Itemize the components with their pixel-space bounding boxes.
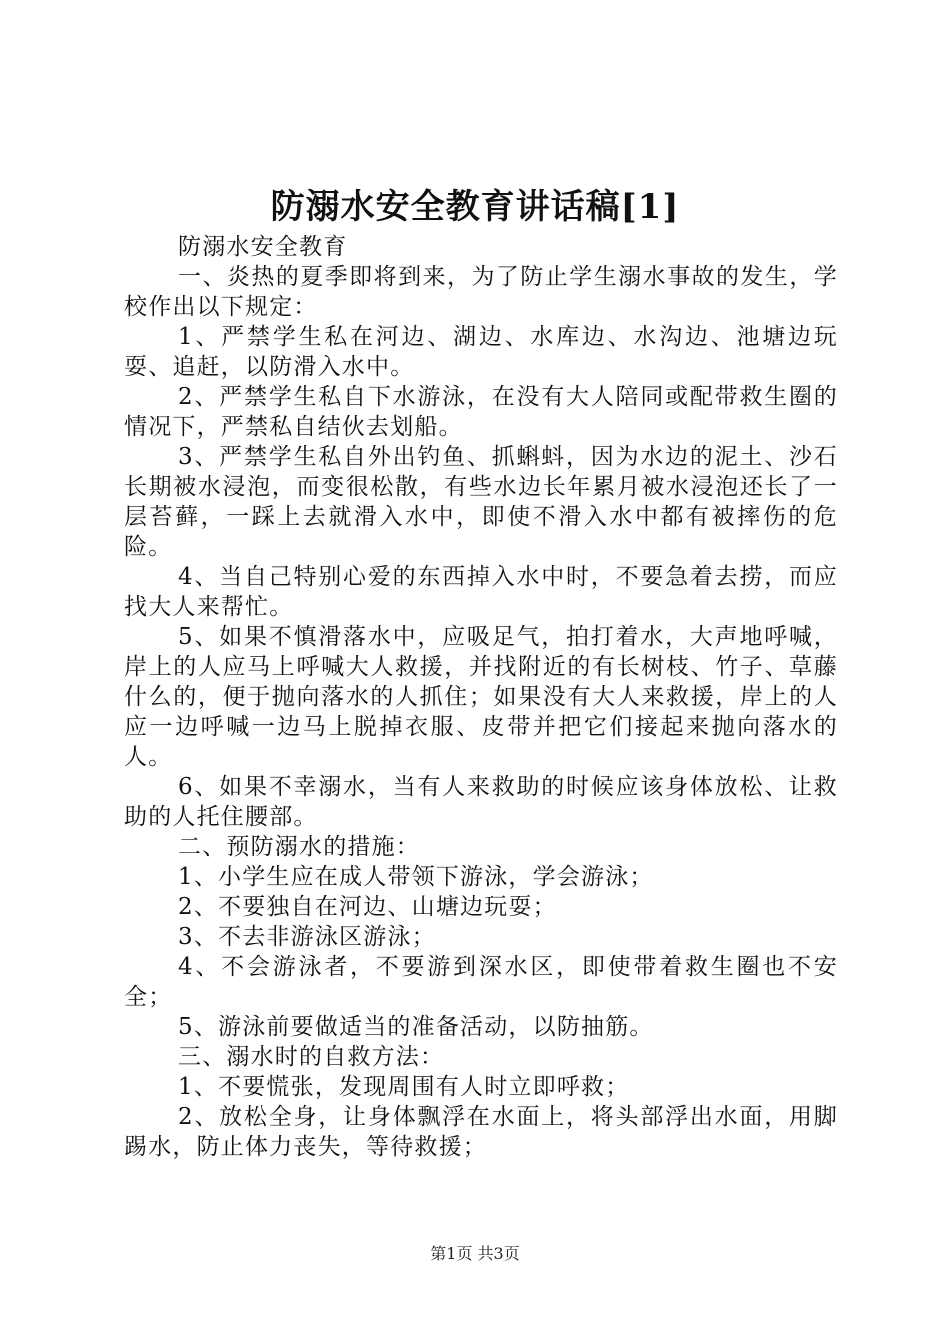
paragraph-rule-6: 6、如果不幸溺水，当有人来救助的时候应该身体放松、让救助的人托住腰部。 [124, 774, 838, 830]
paragraph-section-two: 二、预防溺水的措施： [178, 834, 420, 860]
paragraph-selfrescue-2: 2、放松全身，让身体飘浮在水面上，将头部浮出水面，用脚踢水，防止体力丧失，等待救援； [124, 1104, 838, 1160]
paragraph-measure-1: 1、小学生应在成人带领下游泳，学会游泳； [178, 864, 654, 890]
paragraph-rule-2: 2、严禁学生私自下水游泳，在没有大人陪同或配带救生圈的情况下，严禁私自结伙去划船。 [124, 384, 838, 440]
paragraph-section-three: 三、溺水时的自救方法： [178, 1044, 445, 1070]
paragraph-measure-5: 5、游泳前要做适当的准备活动，以防抽筋。 [178, 1014, 654, 1040]
paragraph-rule-3: 3、严禁学生私自外出钓鱼、抓蝌蚪，因为水边的泥土、沙石长期被水浸泡，而变很松散，有些水边长年累月被水浸泡还长了一层苔藓，一踩上去就滑入水中，即使不滑入水中都有被摔伤的危险。 [124, 444, 838, 560]
paragraph-rule-1: 1、严禁学生私在河边、湖边、水库边、水沟边、池塘边玩耍、追赶，以防滑入水中。 [124, 324, 838, 380]
document-title: 防溺水安全教育讲话稿[1] [270, 187, 680, 227]
paragraph-section-one: 一、炎热的夏季即将到来，为了防止学生溺水事故的发生，学校作出以下规定： [124, 264, 838, 320]
paragraph-measure-3: 3、不去非游泳区游泳； [178, 924, 436, 950]
paragraph-rule-4: 4、当自己特别心爱的东西掉入水中时，不要急着去捞，而应找大人来帮忙。 [124, 564, 838, 620]
paragraph-selfrescue-1: 1、不要慌张，发现周围有人时立即呼救； [178, 1074, 630, 1100]
paragraph-measure-2: 2、不要独自在河边、山塘边玩耍； [178, 894, 557, 920]
paragraph-rule-5: 5、如果不慎滑落水中，应吸足气，拍打着水，大声地呼喊，岸上的人应马上呼喊大人救援，并找附近的有长树枝、竹子、草藤什么的，便于抛向落水的人抓住；如果没有大人来救援，岸上的人应一边呼喊一边马上脱掉衣服、皮带并把它们接起来抛向落水的人。 [124, 624, 838, 770]
document-body [124, 232, 838, 1162]
paragraph-measure-4: 4、不会游泳者，不要游到深水区，即使带着救生圈也不安全； [124, 954, 838, 1010]
paragraph-heading: 防溺水安全教育 [178, 234, 348, 260]
page-number: 第1页 共3页 [430, 1244, 520, 1263]
